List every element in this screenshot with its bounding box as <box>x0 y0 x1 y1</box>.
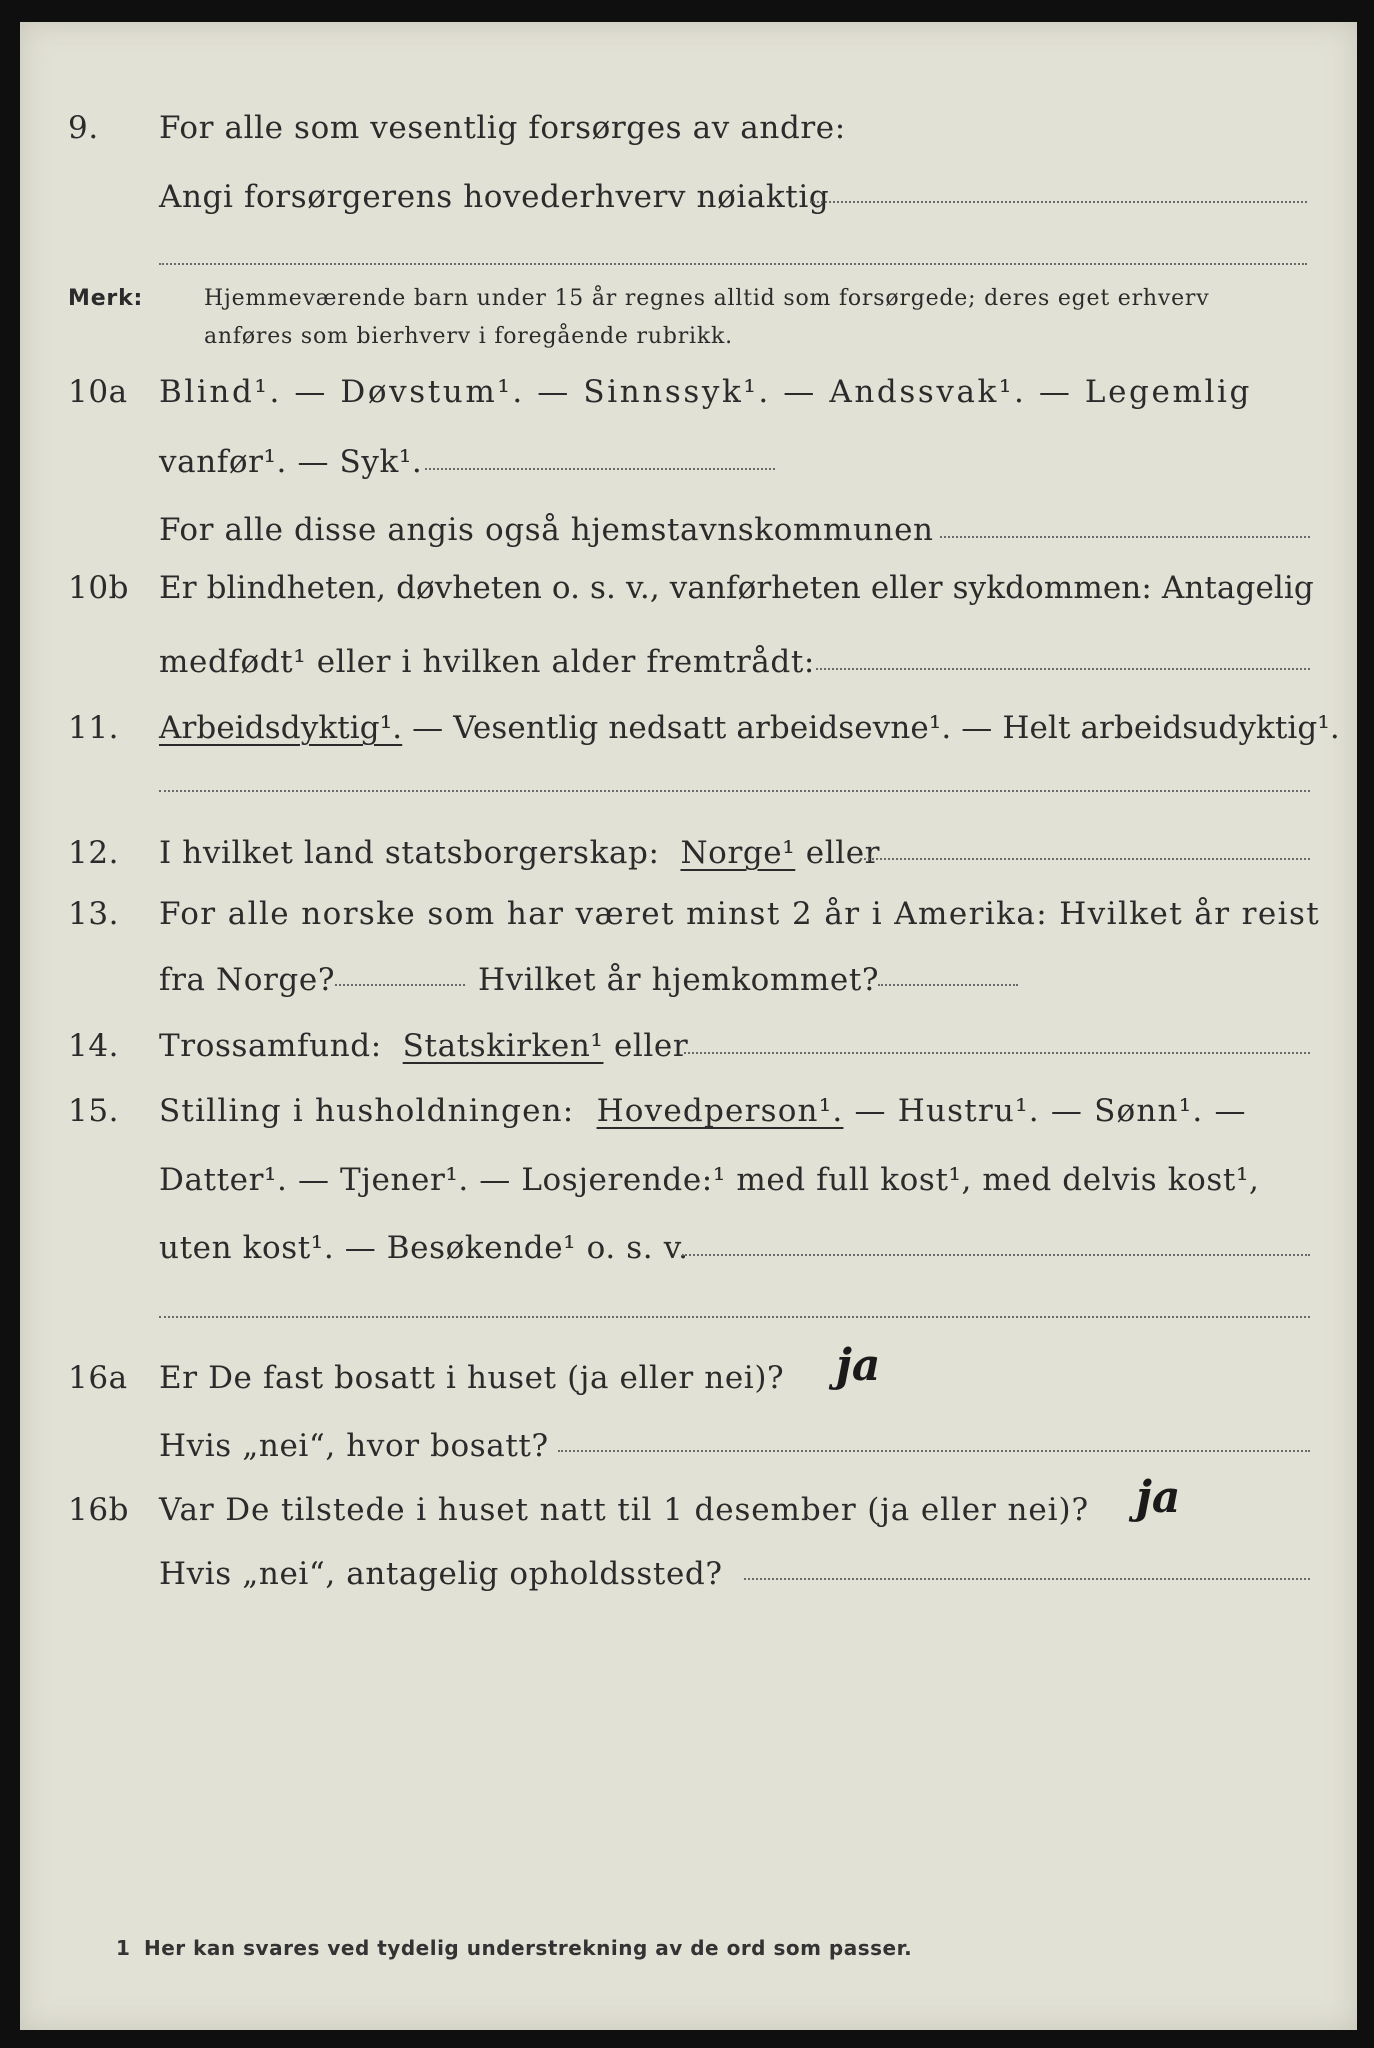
q15-other-options[interactable]: — Hustru¹. — Sønn¹. — <box>854 1093 1247 1129</box>
q16a-number: 16a <box>68 1360 128 1396</box>
q11-answer-line[interactable] <box>159 790 1310 792</box>
q10a-home-answer-line[interactable] <box>940 536 1310 538</box>
q16a-question: Er De fast bosatt i huset (ja eller nei)? <box>159 1360 785 1396</box>
q11-selected-option[interactable]: Arbeidsdyktig¹. <box>159 710 403 746</box>
q11-other-options[interactable]: — Vesentlig nedsatt arbeidsevne¹. — Helt arbeidsudyktig¹. <box>412 710 1340 746</box>
q12-or: eller <box>805 835 881 871</box>
q16b-question: Var De tilstede i huset natt til 1 desember (ja eller nei)? <box>159 1492 1089 1528</box>
census-form-sheet <box>20 22 1357 2030</box>
q9-text: For alle som vesentlig forsørges av andre: <box>159 110 846 146</box>
q10a-text1: Blind¹. — Døvstum¹. — Sinnssyk¹. — Andssvak¹. — Legemlig <box>159 374 1252 410</box>
q12-answer-line[interactable] <box>860 858 1310 860</box>
q12-question: I hvilket land statsborgerskap: <box>159 835 660 871</box>
q13-year-right-line[interactable] <box>878 984 1018 986</box>
q15-text3[interactable]: uten kost¹. — Besøkende¹ o. s. v. <box>159 1230 689 1266</box>
q10a-number: 10a <box>68 374 128 410</box>
merk-label: Merk: <box>68 286 144 311</box>
q16a-handwritten-answer[interactable]: ja <box>836 1340 881 1391</box>
q16a-followup: Hvis „nei“, hvor bosatt? <box>159 1428 549 1464</box>
q15-answer-line[interactable] <box>682 1254 1310 1256</box>
q10b-text1: Er blindheten, døvheten o. s. v., vanførheten eller sykdommen: Antagelig <box>159 570 1314 606</box>
q15-selected-option[interactable]: Hovedperson¹. <box>596 1093 844 1129</box>
q16b-handwritten-answer[interactable]: ja <box>1136 1472 1181 1523</box>
q15-text2[interactable]: Datter¹. — Tjener¹. — Losjerende:¹ med full kost¹, med delvis kost¹, <box>159 1162 1260 1198</box>
q12-text <box>159 835 880 871</box>
q14-or: eller <box>613 1028 689 1064</box>
footnote-mark: 1 <box>116 1936 131 1960</box>
q9-provider-label: Angi forsørgerens hovederhverv nøiaktig <box>159 179 830 215</box>
q14-selected-option[interactable]: Statskirken¹ <box>402 1028 604 1064</box>
q9-number: 9. <box>68 110 99 146</box>
q10a-text2: vanfør¹. — Syk¹. <box>159 444 423 480</box>
q11-options <box>159 710 1340 746</box>
q9-answer-line-2[interactable] <box>159 263 1307 265</box>
q15-answer-line-2[interactable] <box>159 1316 1310 1318</box>
q15-question: Stilling i husholdningen: <box>159 1093 575 1129</box>
q12-number: 12. <box>68 835 120 871</box>
q13-text1: For alle norske som har været minst 2 år i Amerika: Hvilket år reist <box>159 896 1321 932</box>
q14-answer-line[interactable] <box>684 1052 1310 1054</box>
q10a-text3: For alle disse angis også hjemstavnskommunen <box>159 512 934 548</box>
q13-left-question: fra Norge? <box>159 962 336 998</box>
q14-question: Trossamfund: <box>159 1028 382 1064</box>
q11-number: 11. <box>68 710 120 746</box>
footnote-text: Her kan svares ved tydelig understrekning av de ord som passer. <box>144 1936 913 1960</box>
q14-number: 14. <box>68 1028 120 1064</box>
q10b-number: 10b <box>68 570 130 606</box>
q13-year-left-line[interactable] <box>335 984 465 986</box>
q15-number: 15. <box>68 1093 120 1129</box>
q10a-answer-line[interactable] <box>425 468 775 470</box>
q15-text1 <box>159 1093 1247 1129</box>
q12-selected-option[interactable]: Norge¹ <box>680 835 796 871</box>
q14-text <box>159 1028 688 1064</box>
q9-answer-line[interactable] <box>810 201 1307 203</box>
q13-right-question: Hvilket år hjemkommet? <box>478 962 880 998</box>
q16a-answer-line[interactable] <box>558 1450 1310 1452</box>
q10b-answer-line[interactable] <box>816 668 1310 670</box>
q16b-number: 16b <box>68 1492 130 1528</box>
q13-number: 13. <box>68 896 120 932</box>
q16b-answer-line[interactable] <box>744 1578 1310 1580</box>
q16b-followup: Hvis „nei“, antagelig opholdssted? <box>159 1556 723 1592</box>
q10b-text2: medfødt¹ eller i hvilken alder fremtrådt: <box>159 644 815 680</box>
merk-text2: anføres som bierhverv i foregående rubrikk. <box>204 324 733 349</box>
merk-text1: Hjemmeværende barn under 15 år regnes alltid som forsørgede; deres eget erhverv <box>204 286 1210 311</box>
